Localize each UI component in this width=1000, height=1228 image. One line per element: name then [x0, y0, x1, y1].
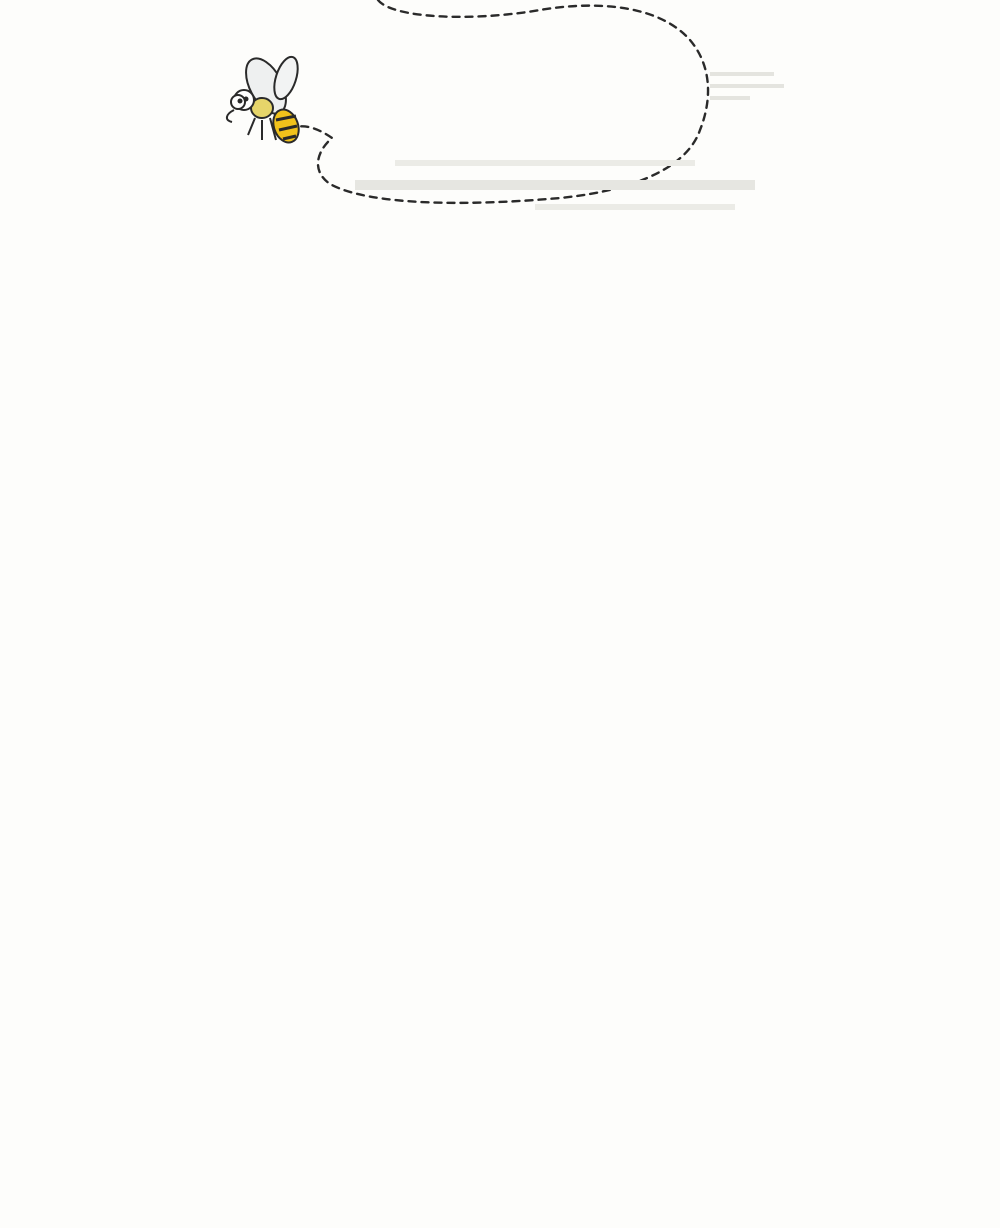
show-through-text [710, 72, 790, 120]
show-through-text-2 [355, 160, 795, 240]
bee-icon [227, 52, 303, 146]
